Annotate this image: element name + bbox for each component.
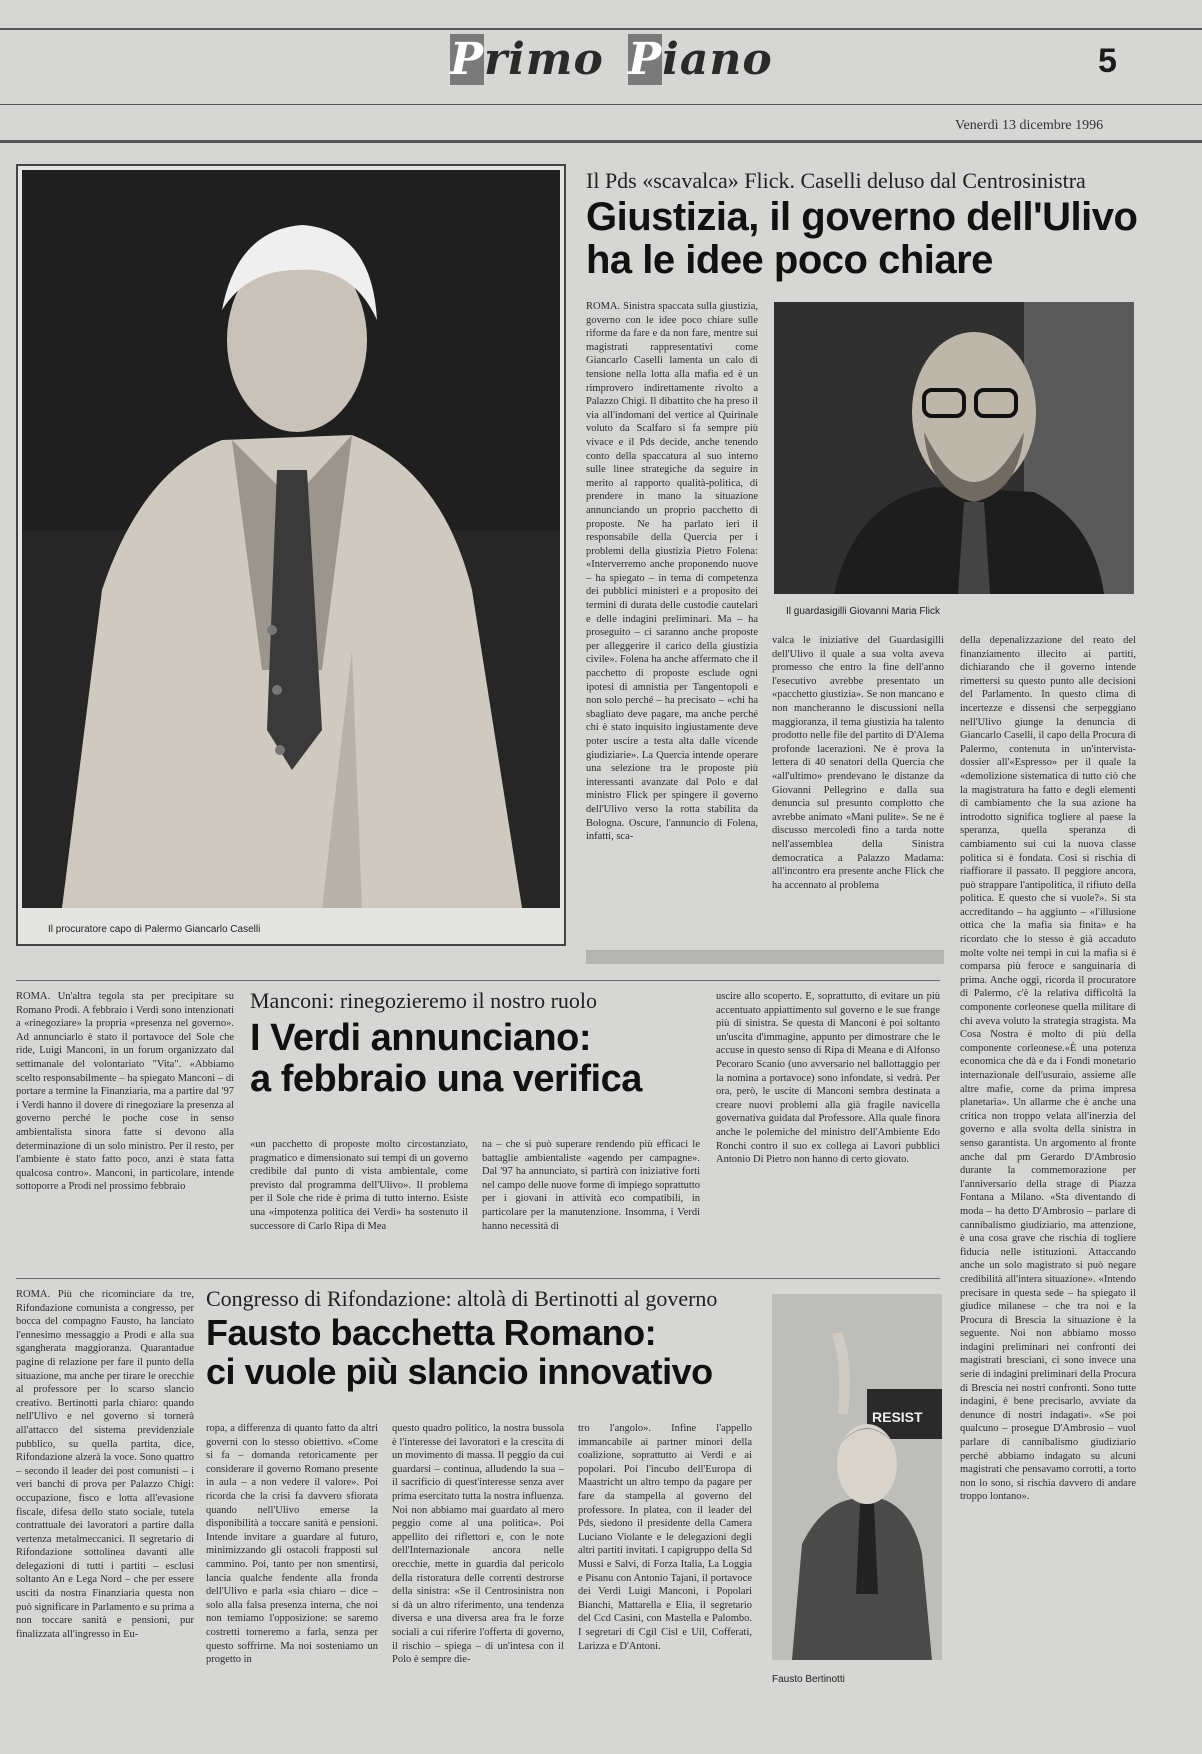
dateline: Venerdì 13 dicembre 1996 [955,118,1104,133]
article3-col3: questo quadro politico, la nostra bussola è l'interesse dei lavoratori e la crescita di un movimento di massa. Il peggio da cui guardarsi – continua, alludendo la sua – il sacrificio di quest'interesse senza aver prima esercitato tutta la nostra influenza. Noi non abbiamo mai guardato al mero peggio come al una politica». Poi appellito dei riflettori e, con le note dell'Internazionale ancora nelle orecchie, mette in guardia dal pericolo della ristoratura delle correnti destrorse della sinistra: «Se il Centrosinistra non si dà un altro riferimento, una tendenza diversa e una diversa area fra le forze sociali a cui riferire l'offerta di governo, il rischio – spiega – di un'intesa con il Polo è sempre die- [392,1423,564,1666]
top-rule [0,28,1202,30]
masthead-initial-1: P [450,34,485,85]
masthead-word-1: rimo [484,34,604,85]
article3-col1: ROMA. Più che ricominciare da tre, Rifondazione comunista a congresso, per bocca del compagno Fausto, ha lanciato l'ennesimo messaggio a Prodi e alla sua sgangherata maggioranza. Quarantadue pagine di relazione per fare il punto della situazione, ma anche per tirare le orecchie al professore per lo scarso slancio creativo. Bertinotti parla chiaro: quando nell'Ulivo e nel governo si tornerà all'attacco del sistema previdenziale pubblico, su quella partita, dice, Rifondazione alzerà la voce. Sono quattro – secondo il leader dei post comunisti – i veri banchi di prova per Palazzo Chigi: occupazione, fisco e lotta all'evasione fiscale, difesa dello stato sociale, tutela contrattuale dei lavoratori a partire dalla vertenza metalmeccanici. Il segretario di Rifondazione sottolinea davanti alle delegazioni di tutti i partiti – esclusi soltanto An e Lega Nord – che per essere usciti da nostra Finanziaria questa non può significare in Parlamento e su prima a non toccare sanità e pensioni, pur finalizzata all'ingresso in Eu- [16,1289,194,1640]
bertinotti-photo-caption: Fausto Bertinotti [772,1674,845,1685]
article1-headline-line2: ha le idee poco chiare [586,238,993,283]
article2-col4: uscire allo scoperto. E, soprattutto, di evitare un più accentuato appiattimento sul governo e le sue frange più di sinistra. Se questa di Manconi è poi soltanto un'uscita d'immagine, appunto per dimostrare che le accuse in questo senso di Ripa di Meana e di Alfonso Pecoraro Scanio (uno avversario nel ballottaggio per la nomina a portavoce) sono infondate, si vedrà. Per ora, però, le uscite di Manconi sembra destinata a creare nuovi problemi alla già fragile navicella governativa guidata dal Professore. Alla quale finora anche le polemiche del ministro dell'Ambiente Edo Ronchi contro il suo ex collega ai Lavori pubblici Antonio Di Pietro non hanno di certo giovato. [716,991,940,1166]
article1-headline-line1: Giustizia, il governo dell'Ulivo [586,195,1138,239]
article2-col2: «un pacchetto di proposte molto circostanziato, pragmatico e dimensionato sui tempi di un governo credibile dal punto di vista ambientale, come previsto dal programma dell'Ulivo». Il problema per il Sole che ride è prima di tutto interno. Esiste una «impotenza politica dei Verdi» ha sostenuto il successore di Carlo Ripa di Mea [250,1139,468,1232]
article1-col2: valca le iniziative del Guardasigilli dell'Ulivo il quale a sua volta aveva promesso che entro la fine dell'anno l'esecutivo avrebbe presentato un «pacchetto giustizia». Se non mancano e non mancheranno le discussioni nella maggioranza, il tema giustizia ha talento prodotto nelle file del partito di D'Alema profonde lacerazioni. Ne è prova la lettera di 40 senatori della Quercia che «all'ultimo» prendevano le distanze da Giovanni Pellegrino e dalla sua denuncia sul presunto complotto che avrebbe animato «Mani pulite». Se ne è discusso mercoledì fino a tarda notte nell'assemblea della Sinistra democratica a Palazzo Madama: all'incontro era presente anche Flick che ha accennato al problema [772,635,944,891]
bertinotti-photo-illustration [772,1294,942,1660]
article1-col3: della depenalizzazione del reato del finanziamento illecito ai partiti, dichiarando che il governo intende rimettersi su questo punto alle decisioni del Parlamento. In questo clima di incertezze e dissensi che serpeggiano nell'Ulivo giunge la denuncia di Giancarlo Caselli, il capo della Procura di Palermo, contenuta in un'intervista-dossier all'«Espresso» per il quale la «demolizione sistematica di tutto ciò che la magistratura ha fatto e degli elementi di cambiamento che la sua azione ha introdotto significa togliere al paese la speranza, quella speranza di cambiamento sui cui la nuova classe politica si è fondata. Così si rischia di riaffiorare il passato. Il peggiore ancora, può strappare l'antipolitica, il rifiuto della politica. E questo che si vuole?». Si sta accreditando – ha aggiunto – «l'illusione ottica che la mafia sia finita» e ha ricordato che lo stesso è già accaduto molte volte nei tempi in cui la mafia si è comparsa più feroce e sanguinaria di prima. Anche oggi, ricorda il procuratore di Palermo, c'è la relativa difficoltà la componente corleonese quella militare di chi aveva voluto la strategia stragista. Ma Cosa Nostra è molto di più della componente corleonese.«È una potenza economica che dà e da i Fondi monetario internazionale dell'usuraio, assieme alle altre mafie, come da prima impresa planetaria». Un allarme che è anche una critica non troppo velata all'inerzia del governo e alla svolta della sinistra in senso garantista. Un argomento al fronte anche dal pm Gerardo D'Ambrosio durante la commemorazione per l'anniversario della strage di Piazza Fontana a Milano. «Sta diventando di moda – ha detto D'Ambrosio – parlare di cannibalismo giudiziario, ma attenzione, è una cosa grave che rischia di togliere fiducia nelle istituzioni. Attaccando anche un solo magistrato si può negare credibilità all'intera situazione». «Intendo precisare in questa sede – ha spiegato il giudice milanese – che tra noi e la Procura di Brescia la situazione è la seguente. Noi non abbiamo mosso indagini preliminari nei confronti dei magistrati bresciani, ci sono invece una serie di indagini preliminari della Procura di Brescia nei nostri confronti. Sono tutte indagini, è bene precisarlo, avviate da denunce di nostri indagati». «Se poi qualcuno – prosegue D'Ambrosio – vuol parlare di cannibalismo giudiziario perché abbiamo indagato su alcuni magistrati che pensavamo corrotti, a torto non lo sono, si rischia davvero di andare troppo lontano». [960,635,1136,1503]
header-rule [0,104,1202,105]
article3-headline-line2: ci vuole più slancio innovativo [206,1350,713,1392]
article1-headline [586,196,1137,282]
masthead-word-2: iano [662,34,773,85]
section-rule [0,140,1202,143]
article1-kicker: Il Pds «scavalca» Flick. Caselli deluso dal Centrosinistra [586,168,1086,193]
masthead-initial-2: P [628,34,663,85]
main-photo-frame [16,164,566,946]
flick-photo-illustration [774,302,1134,594]
article3-top-rule [16,1278,940,1279]
flick-photo [774,302,1134,594]
article2-col3: na – che si può superare rendendo più efficaci le battaglie ambientaliste «agendo per campagne». Dal '97 ha annunciato, si partirà con iniziative forti nel campo delle nuove forme di impiego soprattutto per i giovani in attività eco compatibili, in particolare per la manutenzione. Insomma, i Verdi hanno necessità di [482,1139,700,1232]
article1-footer-bar [586,950,944,964]
article3-col2: ropa, a differenza di quanto fatto da altri governi con lo stesso obiettivo. «Come si fa – domanda retoricamente per considerare il governo Romano presente in aula – a non vedere il valore». Poi ricorda che la crisi fa davvero sfiorata quando nell'Ulivo emerse la disponibilità a toccare sanità e pensioni. Intende invitare a guardare al futuro, minimizzando gli ostacoli frapposti sul cammino. Poi, tanto per non smentirsi, lancia qualche fendente alla fronda dell'Ulivo e parla «sia chiaro – dice – solo alla falsa presenza interna, che noi non temiamo l'opposizione: se saremo costretti torneremo a farla, senza per questo soffrirne. Ma noi sosteniamo un progetto in [206,1423,378,1666]
article3-headline [206,1314,713,1392]
article1-col1: ROMA. Sinistra spaccata sulla giustizia, governo con le idee poco chiare sulle riforme da fare e da non fare, mentre sui magistrati rappresentativi come Giancarlo Caselli lamenta un calo di tensione nella lotta alla mafia ed è un rimprovero indirettamente rivolto a Palazzo Chigi. Il dibattito che ha preso il via all'indomani del vertice al Quirinale voluto da Scalfaro si fa sempre più vivace e il Pds decide, anche tenendo conto della spaccatura al suo interno sulle linee strategiche da seguire in merito al rapporto qualità-politica, di prendere in mano la situazione annunciando un proprio pacchetto di proposte. Ne ha parlato ieri il responsabile della Quercia per i problemi della giustizia Pietro Folena: «Interverremo anche proponendo nuove – ha spiegato – in tema di competenza dei pubblici ministeri e a proposito dei termini di durata delle custodie cautelari e delle indagini preliminari. Ma – ha proseguito – ci saranno anche proposte per alleggerire il carico della giustizia civile». Folena ha anche affermato che il pacchetto di proposte esclude ogni ipotesi di amnistia per Tangentopoli e non solo perché – ha precisato – «chi ha sbagliato deve pagare, ma anche perché chi è stato inquisito ingiustamente deve poter uscire a testa alta dalle vicende giudiziarie». La Quercia intende operare una selezione tra le proposte più interessanti avanzate dal Polo e dal ministro Flick per spingere il governo dell'Ulivo verso la rotta stabilita da Bologna. Oscure, l'annuncio di Folena, infatti, sca- [586,301,758,843]
caselli-photo [22,170,560,908]
bertinotti-banner-text: RESIST [872,1409,923,1425]
main-photo-caption: Il procuratore capo di Palermo Giancarlo Caselli [48,924,261,935]
article2-top-rule [16,980,940,981]
article2-col1: ROMA. Un'altra tegola sta per precipitare su Romano Prodi. A febbraio i Verdi sono intenzionati a «rinegoziare» la propria «presenza nel governo». Ad annunciarlo è stato il portavoce del Sole che ride, Luigi Manconi, in un forum organizzato dal settimanale del volontariato "Vita". «Abbiamo scelto responsabilmente – ha spiegato Manconi – di portare a termine la Finanziaria, ma a partire dal '97 i Verdi hanno il dovere di rinegoziare la presenza al governo perché le poche cose in senso ambientalista sinora fatte si devono alla determinazione di un solo ministro. Per il resto, per l'ambiente è stato fatto poco, anzi è stata fatta qualcosa contro». Manconi, in particolare, intende sottoporre a Prodi nel prossimo febbraio [16,991,234,1193]
article2-headline-line2: a febbraio una verifica [250,1058,642,1101]
article2-kicker: Manconi: rinegozieremo il nostro ruolo [250,988,598,1013]
page-number: 5 [1098,42,1117,80]
article2-headline-line1: I Verdi annunciano: [250,1017,591,1059]
masthead [450,34,773,85]
flick-photo-caption: Il guardasigilli Giovanni Maria Flick [786,606,940,617]
caselli-photo-illustration [22,170,560,908]
article3-headline-line1: Fausto bacchetta Romano: [206,1312,657,1353]
article2-headline [250,1018,642,1100]
bertinotti-photo [772,1294,942,1660]
article3-kicker: Congresso di Rifondazione: altolà di Bertinotti al governo [206,1286,718,1311]
article3-col4: tro l'angolo». Infine l'appello immancabile ai partner minori della coalizione, soprattutto ai Verdi e ai popolari. Poi l'incubo dell'Europa di Maastricht un altro tempo da pagare per fare da stampella al governo del professore. In platea, con il leader del Pds, siedono il presidente della Camera Luciano Violante e le delegazioni degli altri partiti invitati. I capigruppo della Sd Mussi e Salvi, di Forza Italia, La Loggia e Pisanu con Antonio Tajani, il portavoce dei Verdi Luigi Manconi, i Popolari Bianchi, Mattarella e Elia, il segretario del Ccd Casini, con Mastella e Palombo. I segretari di Cgil Cisl e Uil, Cofferati, Larizza e D'Antoni. [578,1423,752,1652]
